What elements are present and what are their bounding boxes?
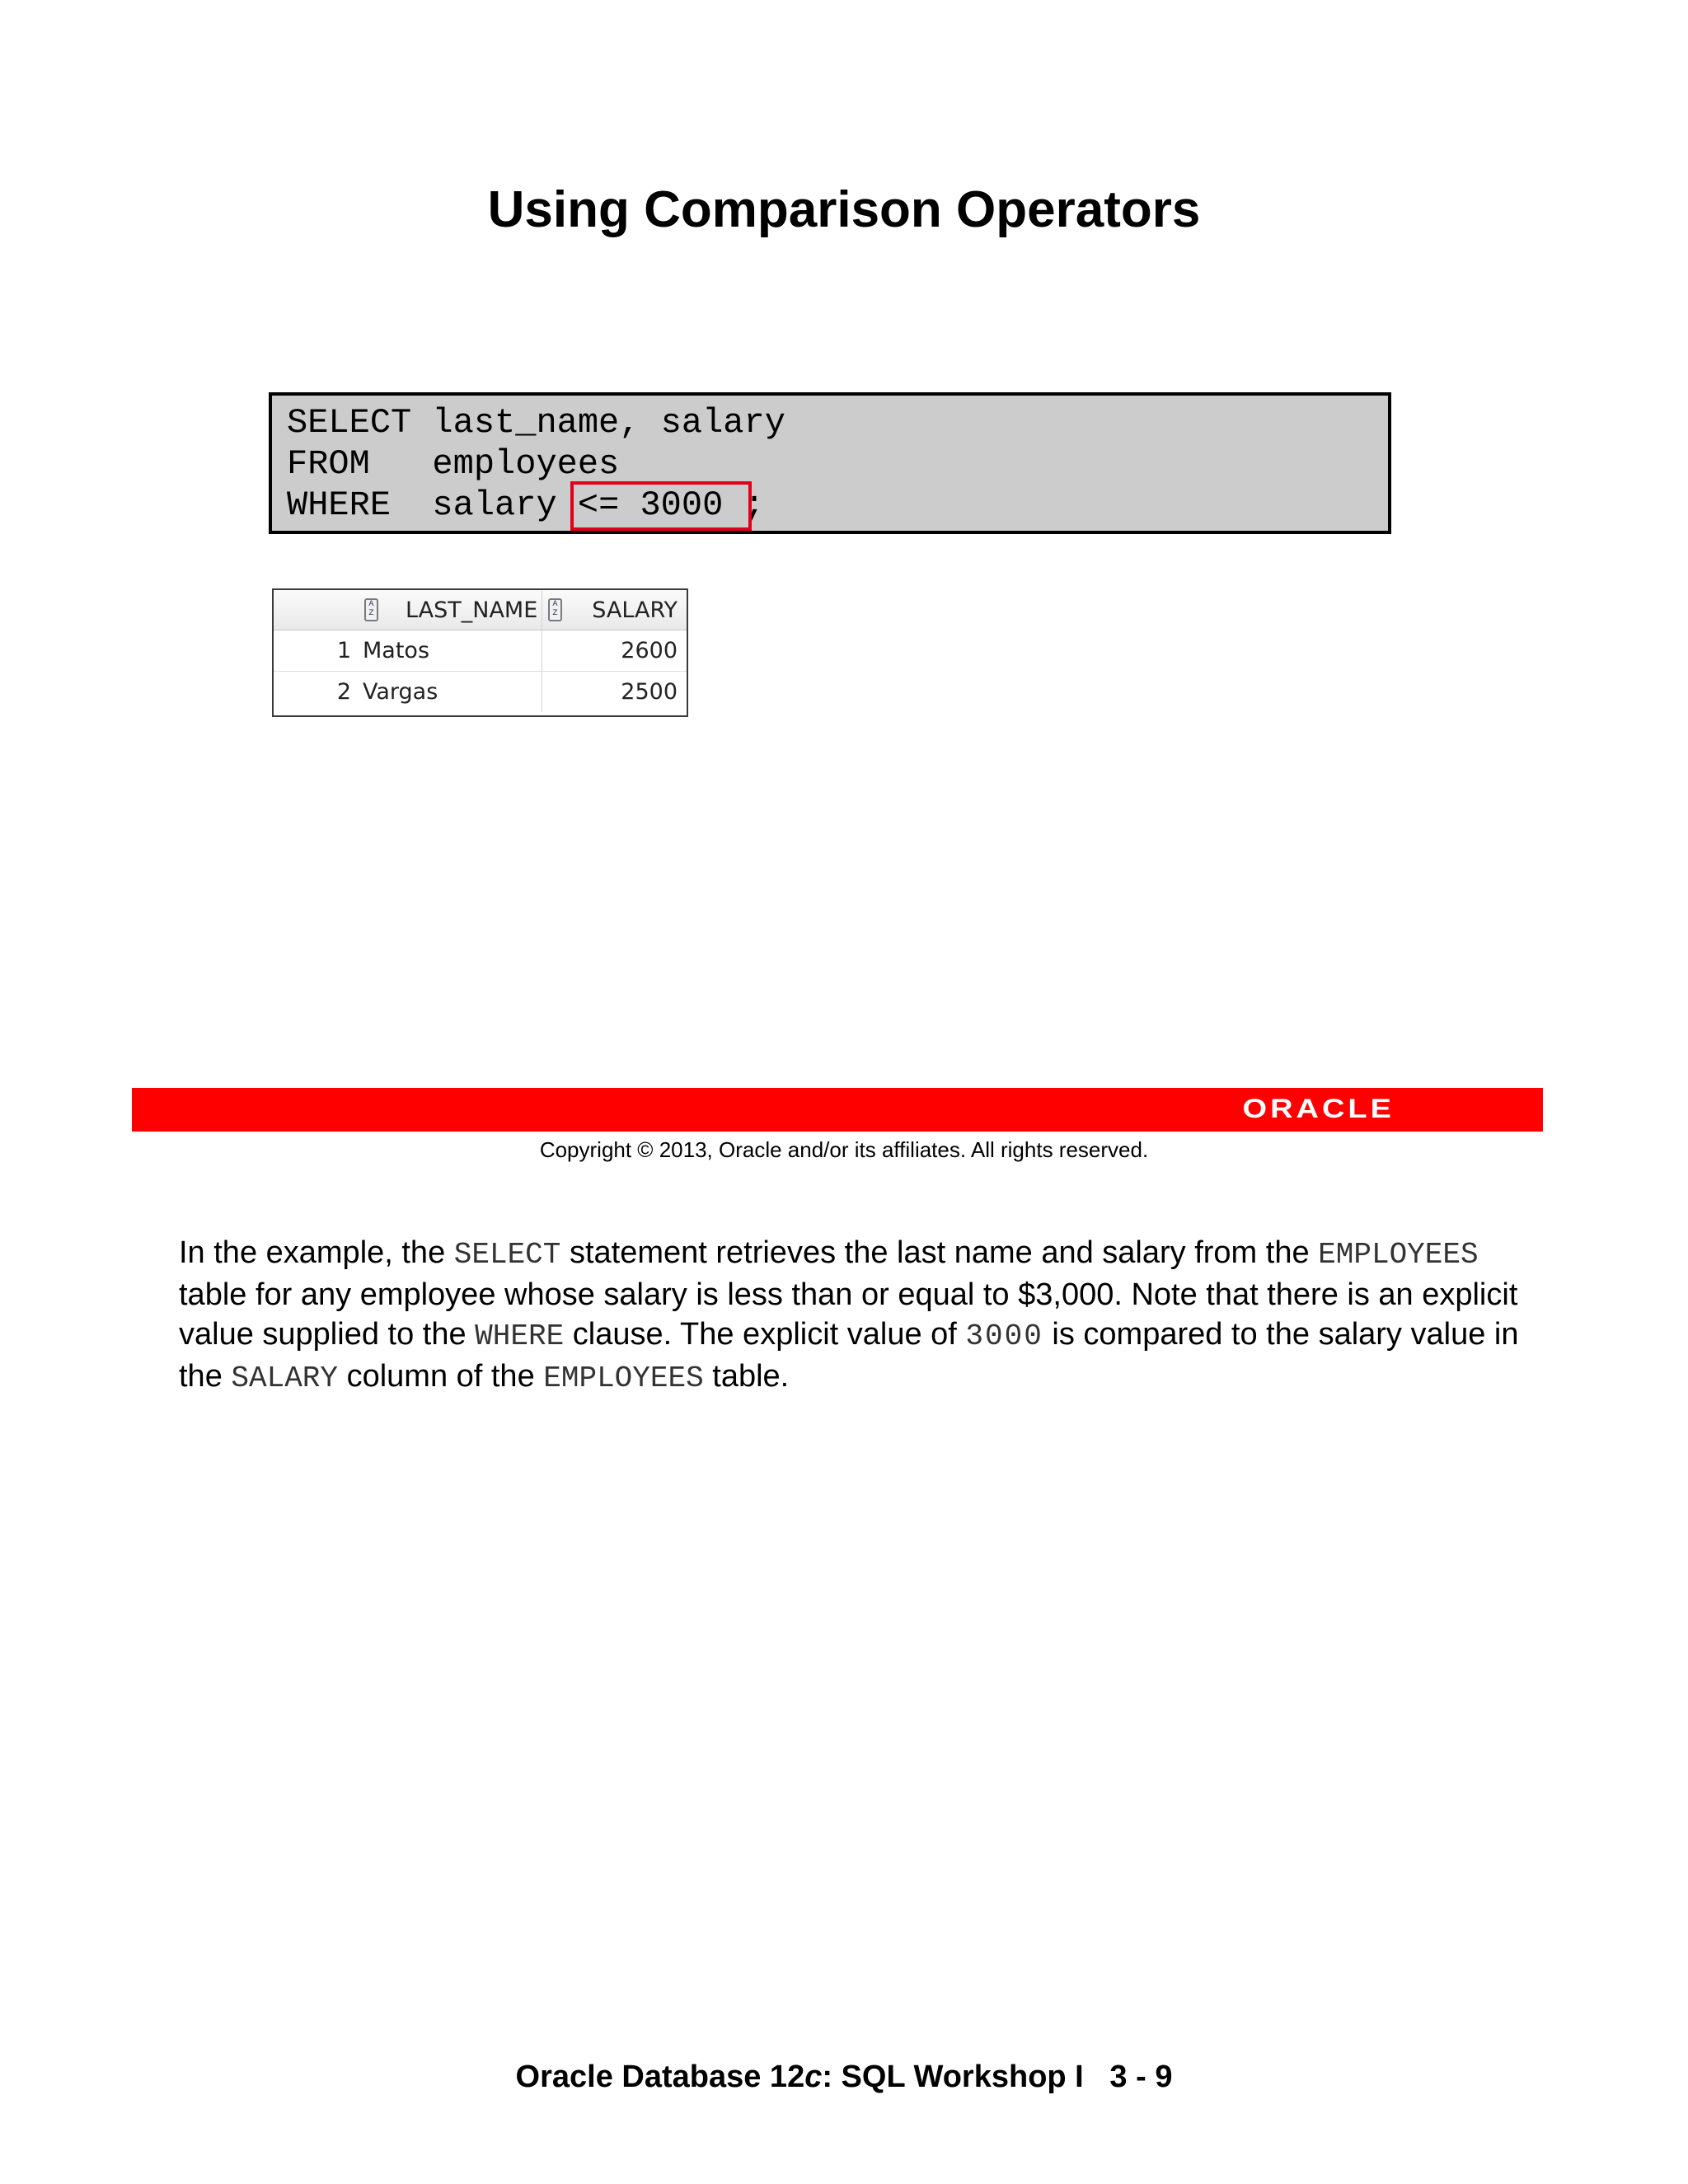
table-row[interactable] [274,672,687,712]
notes-text: clause. The explicit value of [564,1317,966,1352]
notes-text: statement retrieves the last name and salary from the [560,1235,1319,1270]
code-term: 3000 [965,1319,1043,1353]
code-line-select: SELECT last_name, salary [287,403,785,443]
cell-salary: 2600 [621,638,678,663]
column-header-salary[interactable]: SALARY [592,597,678,623]
code-line-from: FROM employees [287,444,620,484]
row-number: 2 [336,679,351,705]
condition-highlight-box [570,481,752,531]
code-term: EMPLOYEES [1318,1238,1479,1272]
code-where-condition: <= 3000 [577,485,744,525]
notes-text: is compared to the salary value in the [179,1317,1519,1394]
notes-text: In the example, the [179,1235,454,1270]
sort-az-icon[interactable]: A Z [548,598,562,621]
sort-az-icon[interactable]: A Z [364,598,378,621]
notes-paragraph [179,1233,1531,1399]
slide-title: Using Comparison Operators [487,181,1201,238]
footer-course-italic: c [804,2060,823,2094]
notes-text: column of the [338,1359,544,1394]
sql-code-box [269,392,1391,534]
footer-course: Oracle Database 12 [515,2060,805,2094]
result-grid [272,588,688,717]
oracle-logo: ORACLE [1242,1094,1395,1124]
cell-last-name: Vargas [363,679,438,705]
code-semicolon: ; [743,485,765,525]
grid-header [274,590,687,630]
notes-text: table for any employee whose salary is less than or equal to $3,000. Note that there is an explicit value supplied to the [179,1277,1518,1352]
page-footer [0,2057,1688,2097]
notes-text: table. [703,1359,790,1394]
code-where-text: WHERE salary [287,485,578,525]
row-number: 1 [336,638,351,663]
code-term: SELECT [453,1238,561,1272]
oracle-brand-band [132,1088,1543,1132]
cell-salary: 2500 [621,679,678,705]
table-row[interactable] [274,630,687,672]
code-term: WHERE [475,1319,565,1353]
code-term: EMPLOYEES [543,1361,704,1395]
column-header-last-name[interactable]: LAST_NAME [406,597,538,623]
footer-page: : SQL Workshop I 3 - 9 [822,2060,1173,2094]
code-term: SALARY [231,1361,339,1395]
cell-last-name: Matos [363,638,430,663]
copyright-notice: Copyright © 2013, Oracle and/or its affiliates. All rights reserved. [539,1137,1149,1162]
